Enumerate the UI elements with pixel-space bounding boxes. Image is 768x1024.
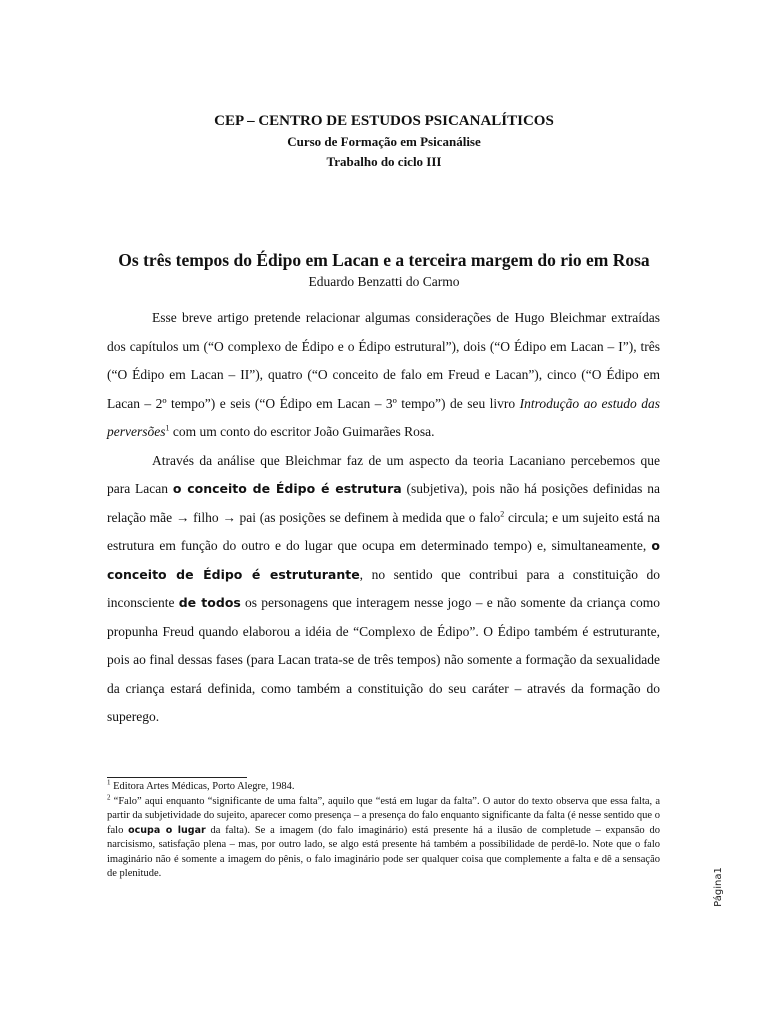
article-author: Eduardo Benzatti do Carmo xyxy=(308,274,460,289)
footnote-ref-2: 2 xyxy=(500,509,505,518)
footnote-1-number: 1 xyxy=(107,778,111,787)
article-title: Os três tempos do Édipo em Lacan e a terceira margem do rio em Rosa xyxy=(118,250,650,270)
footnote-1-text: Editora Artes Médicas, Porto Alegre, 1984. xyxy=(110,781,295,792)
work-name: Trabalho do ciclo III xyxy=(326,154,442,169)
emphasis-estruturante: o conceito de Édipo é estruturante xyxy=(107,538,660,582)
book-title: Introdução ao estudo das perversões xyxy=(107,395,661,439)
paragraph-2-text-c: circula; e um sujeito está na estrutura em função do outro e do lugar que ocupa em determinado tempo) e, simultaneamente, xyxy=(107,509,660,553)
footnotes xyxy=(107,780,660,882)
paragraph-1-text-b: com um conto do escritor João Guimarães Rosa. xyxy=(169,424,435,439)
emphasis-estrutura: o conceito de Édipo é estrutura xyxy=(172,481,402,496)
paragraph-1-text-a: Esse breve artigo pretende relacionar algumas considerações de Hugo Bleichmar extraídas dos capítulos um (“O complexo de Édipo e o Édipo estrutural”), dois (“O Édipo em Lacan – I”), três (“O Édipo em Lacan – II”), quatro (“O conceito de falo em Freud e Lacan”), cinco (“O Édipo em Lacan – 2º tempo”) e seis (“O Édipo em Lacan – 3º tempo”) de seu livro xyxy=(107,310,660,411)
footnote-2-text-b: da falta). Se a imagem (do falo imaginário) está presente há a ilusão de completude – expansão do narcisismo, satisfação plena – mas, por outro lado, se algo está presente há também a possibilidade de perdê-lo. Note que o falo imaginário não é somente a imagem do pênis, o falo imaginário pode ser qualquer coisa que complemente a falta e dê a sensação de plenitude. xyxy=(107,824,660,879)
paragraph-2-text-d: , no sentido que contribui para a constituição do inconsciente xyxy=(107,566,661,610)
document-header xyxy=(0,110,768,172)
emphasis-de-todos: de todos xyxy=(178,595,241,610)
paragraph-1 xyxy=(107,304,660,447)
footnote-2 xyxy=(107,795,660,882)
footnote-2-number: 2 xyxy=(107,793,111,801)
page-number-label: Página1 xyxy=(713,867,724,907)
paragraph-2-text-b: (subjetiva), pois não há posições definidas na relação mãe → filho → pai (as posições se definem à medida que o falo xyxy=(107,481,660,525)
paragraph-2 xyxy=(107,447,660,732)
footnote-ref-1: 1 xyxy=(165,423,170,433)
paragraph-2-text-e: os personagens que interagem nesse jogo – e não somente da criança como propunha Freud quando elaborou a idéia de “Complexo de Édipo”. O Édipo também é estruturante, pois ao final dessas fases (para Lacan trata-se de três tempos) não somente a formação da sexualidade da criança estará definida, como também a constituição do seu caráter – através da formação do superego. xyxy=(107,595,660,724)
course-name: Curso de Formação em Psicanálise xyxy=(287,134,481,149)
paragraph-2-text-a: Através da análise que Bleichmar faz de um aspecto da teoria Lacaniano percebemos que para Lacan xyxy=(107,452,660,496)
article-body xyxy=(107,304,660,732)
institution-name: CEP – CENTRO DE ESTUDOS PSICANALÍTICOS xyxy=(214,113,554,129)
footnote-1 xyxy=(107,780,660,795)
footnote-2-text-a: “Falo” aqui enquanto “significante de uma falta”, aquilo que “está em lugar da falta”. O autor do texto observa que essa falta, a partir da subjetividade do sujeito, aparecer como presença – a presença do falo enquanto significante da falta (é nesse sentido que o falo xyxy=(107,795,660,836)
emphasis-ocupa-o-lugar: ocupa o lugar xyxy=(128,824,206,836)
footnote-separator xyxy=(107,777,247,778)
